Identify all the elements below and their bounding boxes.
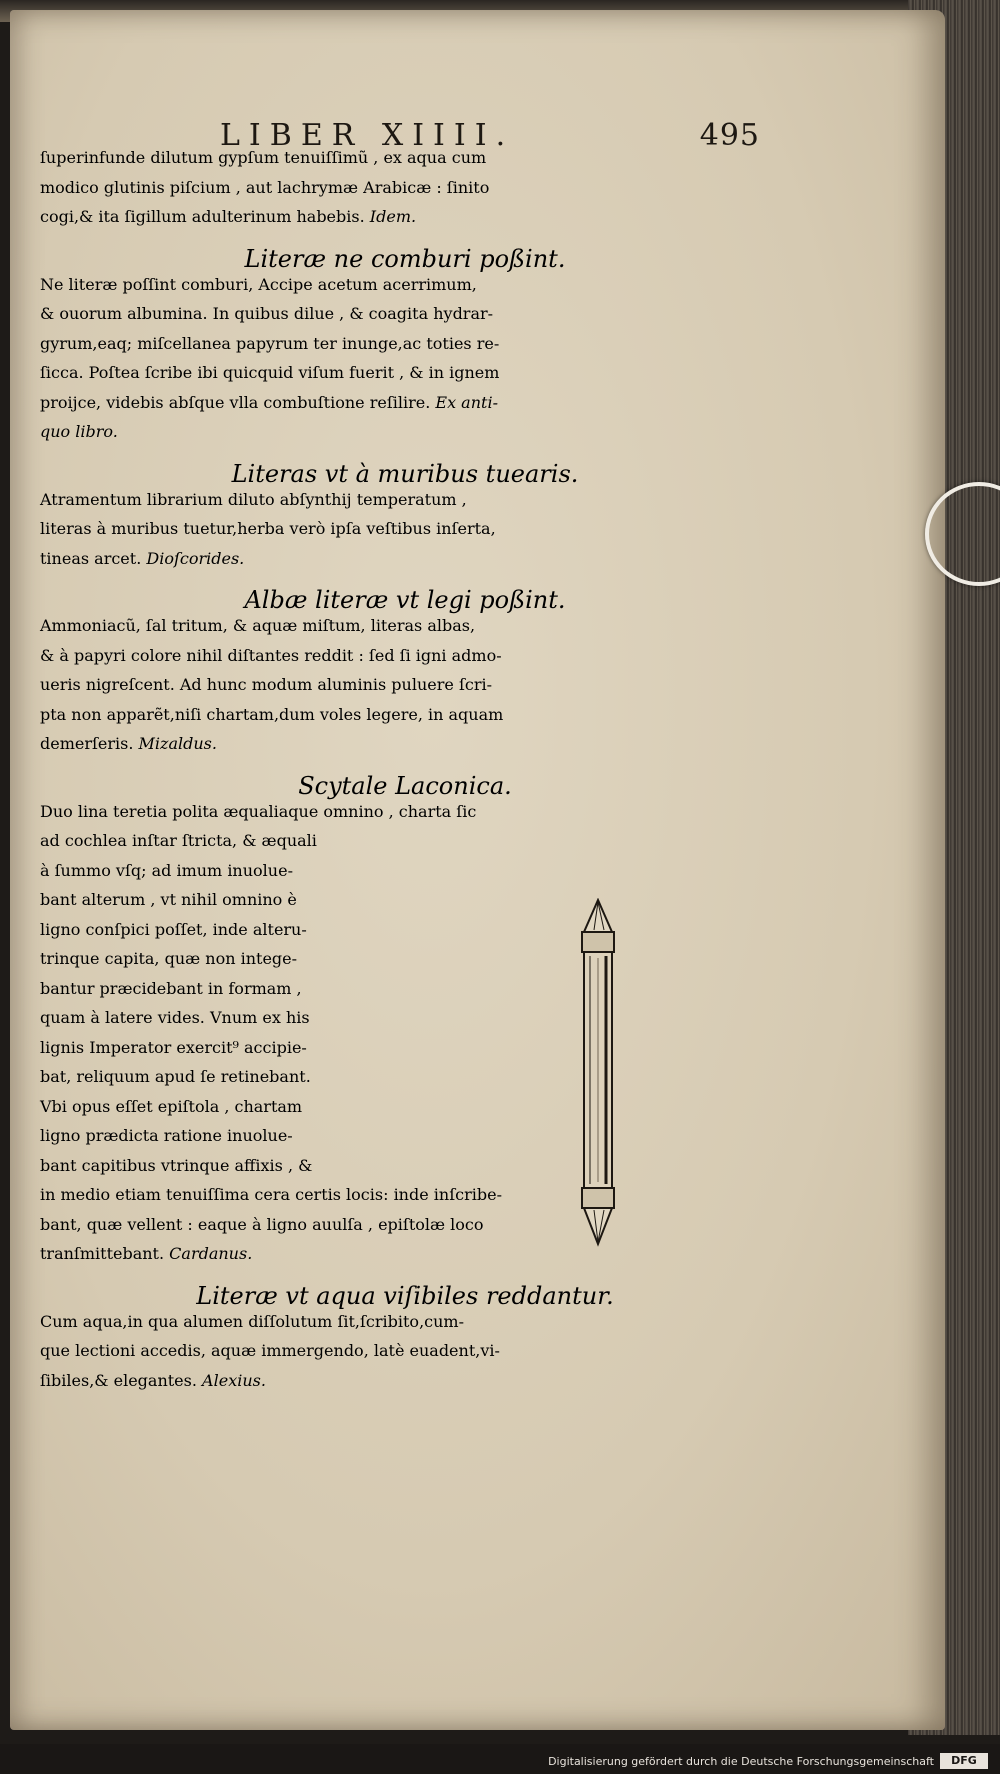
text-line: bant, quæ vellent : eaque à ligno auulſa , epiſtolæ loco [40,1214,484,1234]
text-line: & à papyri colore nihil diſtantes reddit : ſed ſi igni admo- [40,645,502,665]
text-line: Vbi opus eſſet epiſtola , chartam [40,1096,303,1116]
text-line: ſuperinfunde dilutum gypſum tenuiſſimũ , ex aqua cum [40,148,487,167]
text-line: ligno conſpici poſſet, inde alteru- [40,919,307,939]
text-line: Cum aqua,in qua alumen diſſolutum ſit,ſcribito,cum- [40,1311,464,1331]
text-line-content: tranſmittebant. [40,1244,165,1263]
text-line: Ne literæ poſſint comburi, Accipe acetum acerrimum, [40,274,477,294]
text-line: ueris nigreſcent. Ad hunc modum aluminis puluere ſcri- [40,675,492,694]
citation: Cardanus. [169,1244,253,1263]
text-line-content: proijce, videbis abſque vlla combuſtione reſilire. [40,392,431,412]
text-line: pta non apparẽt,niſi chartam,dum voles legere, in aquam [40,704,504,724]
text-line: bant capitibus vtrinque affixis , & [40,1155,313,1175]
text-line: que lectioni accedis, aquæ immergendo, latè euadent,vi- [40,1341,500,1360]
running-header [220,118,760,152]
section-title: Literæ ne comburi poßint. [244,244,566,273]
text-line [40,549,770,579]
text-line [40,1244,770,1274]
citation: Ex anti- [435,392,498,412]
text-line: Duo lina teretia polita æqualiaque omnino , charta ſic [40,801,477,821]
text-line: bantur præcidebant in formam , [40,978,302,998]
text-line [40,393,770,423]
text-line: à ſummo vſq; ad imum inuolue- [40,860,293,880]
section-mouse-protection [40,460,770,579]
text-line-content: ſibiles,& elegantes. [40,1370,197,1390]
text-line-content: demerſeris. [40,734,134,753]
page-text [40,148,770,1400]
text-line: literas à muribus tuetur,herba verò ipſa veſtibus inſerta, [40,519,496,538]
footer-credit: Digitalisierung gefördert durch die Deutsche Forschungsgemeinschaft [548,1755,934,1768]
text-line: modico glutinis piſcium , aut lachrymæ Arabicæ : ſinito [40,177,490,197]
text-line: gyrum,eaq; miſcellanea papyrum ter inunge,ac toties re- [40,333,500,353]
section-water-visible-letters [40,1282,770,1401]
text-line: bant alterum , vt nihil omnino è [40,890,297,909]
section-fireproof-letters [40,245,770,452]
text-line: & ouorum albumina. In quibus dilue , & coagita hydrar- [40,304,494,323]
page-clip-ring [925,482,1000,586]
text-line: lignis Imperator exercit⁹ accipie- [40,1037,307,1057]
running-title: LIBER XIIII. [220,118,515,153]
citation: Dioſcorides. [146,548,245,568]
text-line [40,734,770,764]
section-title: Albæ literæ vt legi poßint. [244,586,566,614]
text-line: quo libro. [40,422,118,441]
text-line [40,207,770,237]
scytale-rod-icon [568,898,628,1248]
text-line: in medio etiam tenuiſſima cera certis locis: inde inſcribe- [40,1185,502,1204]
section-title: Scytale Laconica. [298,771,512,800]
text-line: Atramentum librarium diluto abſynthij temperatum , [40,489,467,509]
section-scytale [40,772,770,1274]
page-number: 495 [699,118,760,153]
scytale-rod-illustration [568,898,628,1248]
text-line-content: cogi,& ita ſigillum adulterinum habebis. [40,207,365,226]
dfg-logo: DFG [940,1753,988,1769]
text-line: ſicca. Poſtea ſcribe ibi quicquid viſum fuerit , & in ignem [40,363,500,382]
citation: Alexius. [202,1370,266,1390]
text-line: bat, reliquum apud ſe retinebant. [40,1067,311,1086]
text-line [40,1371,770,1401]
text-line: ligno prædicta ratione inuolue- [40,1126,293,1145]
section-white-letters [40,586,770,764]
citation: Mizaldus. [138,734,217,753]
section-title: Literas vt à muribus tuearis. [231,459,579,488]
text-line: quam à latere vides. Vnum ex his [40,1008,310,1027]
citation: Idem. [369,207,417,226]
section-title: Literæ vt aqua viſibiles reddantur. [196,1281,614,1310]
text-line: trinque capita, quæ non intege- [40,949,298,968]
text-line: ad cochlea inſtar ſtricta, & æquali [40,831,317,850]
text-line: Ammoniacũ, ſal tritum, & aquæ miſtum, literas albas, [40,616,476,635]
section-continuation [40,148,770,237]
digitization-footer [0,1744,1000,1774]
text-line-content: tineas arcet. [40,548,142,568]
